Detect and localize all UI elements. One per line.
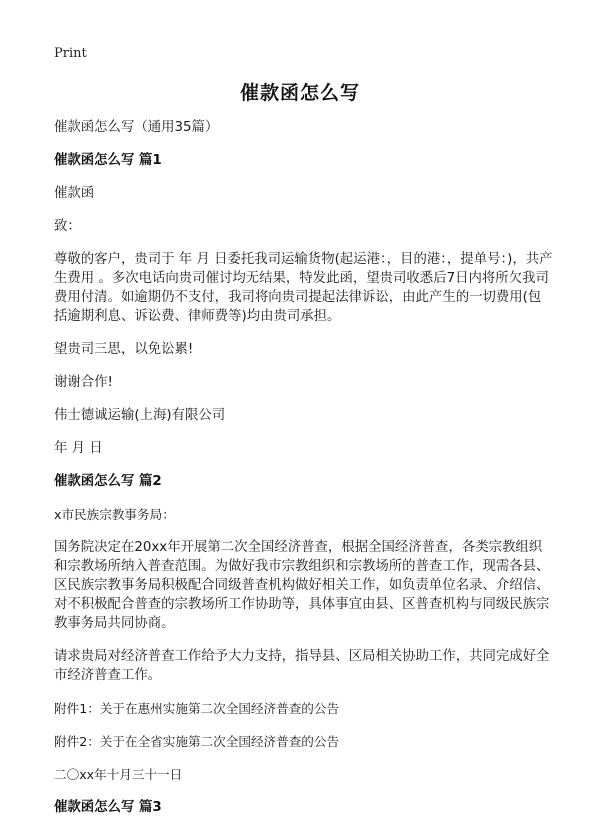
- letter-salutation: 致：: [54, 219, 81, 234]
- letter-company: 伟士德诚运输(上海)有限公司: [54, 408, 226, 423]
- print-link[interactable]: Print: [54, 46, 87, 61]
- section-heading-3: 催款函怎么写 篇3: [54, 800, 162, 815]
- document-body: [54, 118, 554, 828]
- document-subtitle: 催款函怎么写（通用35篇）: [54, 120, 219, 135]
- letter2-recipient: x市民族宗教事务局：: [54, 507, 175, 522]
- letter2-attachment-2: 附件2：关于在全省实施第二次全国经济普查的公告: [54, 734, 340, 749]
- letter-title: 催款函: [54, 186, 95, 201]
- letter2-body: 国务院决定在20xx年开展第二次全国经济普查，根据全国经济普查，各类宗教组织和宗教场所纳入普查范围。为做好我市宗教组织和宗教场所的普查工作，现需各县、区民族宗教事务局积极配合同级普查机构做好相关工作，如负责单位名录、介绍信、对不积极配合普查的宗教场所工作协助等，具体事宜由县、区普查机构与同级民族宗教事务局共同协商。: [54, 540, 550, 631]
- letter2-date: 二〇xx年十月三十一日: [54, 767, 183, 782]
- section-heading-2: 催款函怎么写 篇2: [54, 474, 162, 489]
- letter2-attachment-1: 附件1：关于在惠州实施第二次全国经济普查的公告: [54, 701, 340, 716]
- letter2-request: 请求贵局对经济普查工作给予大力支持，指导县、区局相关协助工作，共同完成好全市经济普查工作。: [54, 649, 550, 683]
- letter-body: 尊敬的客户，贵司于 年 月 日委托我司运输货物(起运港：，目的港：，提单号：)，共产生费用 。多次电话向贵司催讨均无结果，特发此函，望贵司收悉后7日内将所欠我司费用付清。如逾期仍不支付，我司将向贵司提起法律诉讼，由此产生的一切费用(包括逾期利息、诉讼费、律师费等)均由贵司承担。: [54, 252, 553, 324]
- letter-date: 年 月 日: [54, 441, 103, 456]
- section-heading-1: 催款函怎么写 篇1: [54, 153, 162, 168]
- document-title: 催款函怎么写: [239, 82, 360, 104]
- letter-thanks: 谢谢合作!: [54, 375, 113, 390]
- letter-warning: 望贵司三思，以免讼累!: [54, 342, 194, 357]
